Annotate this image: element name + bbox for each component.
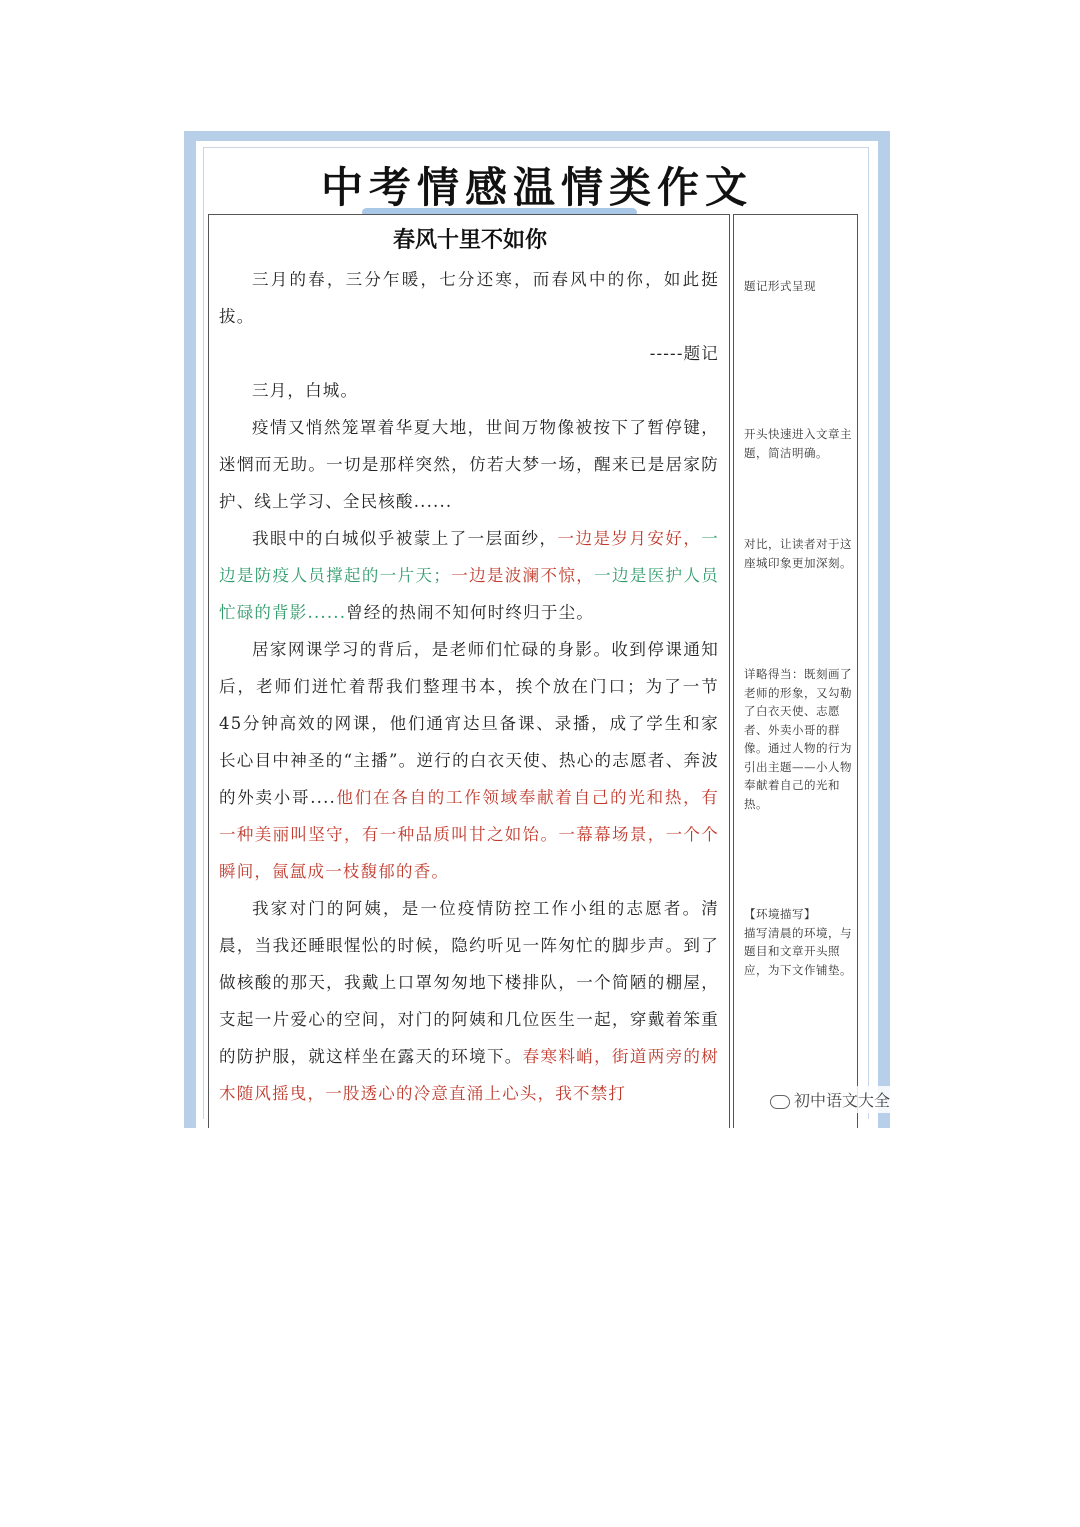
- annotation-5-body: 描写清晨的环境，与题目和文章开头照应，为下文作铺垫。: [744, 925, 852, 977]
- p4-highlight-red-2: 一边是波澜不惊，: [451, 566, 595, 585]
- p6-text-a: 我家对门的阿姨，是一位疫情防控工作小组的志愿者。清晨，当我还睡眼惺忪的时候，隐约听见一阵匆忙的脚步声。到了做核酸的那天，我戴上口罩匆匆地下楼排队，一个简陋的棚屋，支起一片爱心的空间，对门的阿姨和几位医生一起，穿戴着笨重的防护服，就这样坐在露天的环境下。: [219, 899, 719, 1066]
- annotation-5: [744, 905, 852, 979]
- p4-text-a: 我眼中的白城似乎被蒙上了一层面纱，: [252, 529, 558, 548]
- annotation-2: 开头快速进入文章主题，简洁明确。: [744, 427, 852, 460]
- essay-paragraph-2: 三月，白城。: [252, 381, 359, 400]
- essay-paragraph-6: [219, 890, 719, 1112]
- page-frame: [184, 131, 890, 1128]
- wechat-icon: [770, 1095, 790, 1109]
- essay-signature: -----题记: [649, 344, 719, 363]
- p4-highlight-green-2: 一边是医护人员忙碌的背影......: [219, 566, 719, 622]
- p4-highlight-green-1: 一边是防疫人员撑起的一片天；: [219, 529, 719, 585]
- watermark-text: 初中语文大全: [794, 1091, 891, 1110]
- page-title: 中考情感温情类作文: [320, 163, 753, 212]
- annotation-4: 详略得当：既刻画了老师的形象，又勾勒了白衣天使、志愿者、外卖小哥的群像。通过人物的行为引出主题——小人物奉献着自己的光和热。: [744, 667, 852, 811]
- annotation-column: [733, 214, 858, 1128]
- essay-paragraph-1: 三月的春，三分乍暖，七分还寒，而春风中的你，如此挺拔。: [219, 270, 719, 326]
- p4-text-f: 曾经的热闹不知何时终归于尘。: [346, 603, 594, 622]
- essay-paragraph-5: [219, 631, 719, 890]
- document-sheet: [196, 141, 891, 1128]
- annotation-1: 题记形式呈现: [744, 279, 816, 293]
- essay-paragraph-3: 疫情又悄然笼罩着华夏大地，世间万物像被按下了暂停键，迷惘而无助。一切是那样突然，仿若大梦一场，醒来已是居家防护、线上学习、全民核酸......: [219, 418, 719, 511]
- p5-highlight-red: 他们在各自的工作领域奉献着自己的光和热，有一种美丽叫坚守，有一种品质叫甘之如饴。一幕幕场景，一个个瞬间，氤氲成一枝馥郁的香。: [219, 788, 720, 881]
- p6-highlight-red: 春寒料峭，街道两旁的树木随风摇曳，一股透心的冷意直涌上心头，我不禁打: [219, 1047, 719, 1103]
- p5-text-a: 居家网课学习的背后，是老师们忙碌的身影。收到停课通知后，老师们迸忙着帮我们整理书本，挨个放在门口；为了一节45分钟高效的网课，他们通宵达旦备课、录播，成了学生和家长心目中神圣的“主播”。逆行的白衣天使、热心的志愿者、奔波的外卖小哥....: [219, 640, 719, 807]
- essay-paragraph-4: [219, 520, 719, 631]
- annotation-5-heading: 【环境描写】: [744, 907, 816, 921]
- annotation-3: 对比，让读者对于这座城印象更加深刻。: [744, 537, 852, 570]
- essay-box: [208, 214, 730, 1128]
- essay-title: 春风十里不如你: [392, 228, 547, 253]
- watermark: [766, 1086, 894, 1113]
- p4-highlight-red-1: 一边是岁月安好，: [557, 529, 702, 548]
